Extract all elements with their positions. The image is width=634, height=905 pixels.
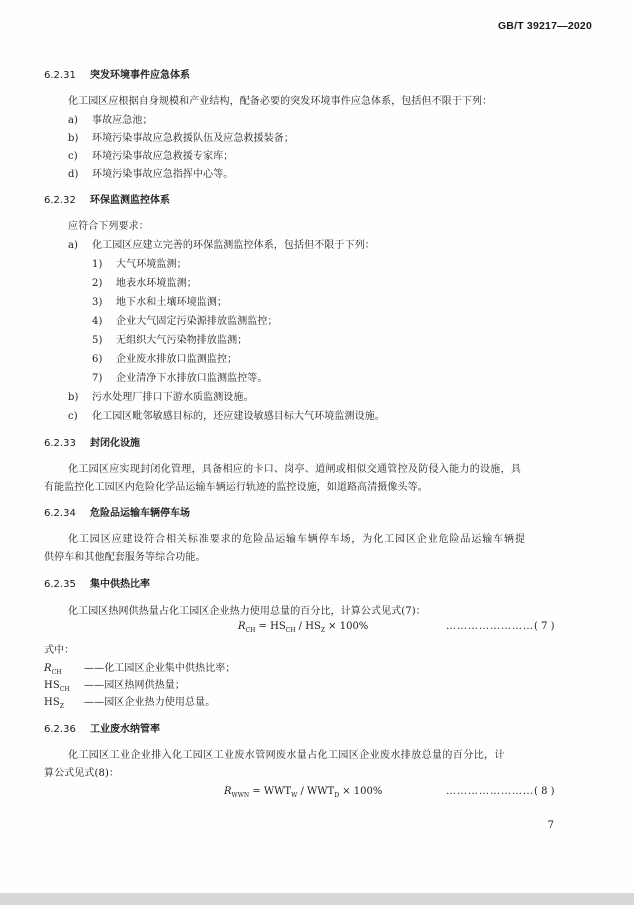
paragraph: 化工园区热网供热量占化工园区企业热力使用总量的百分比，计算公式见式(7)： bbox=[68, 606, 426, 617]
where-label: 式中： bbox=[44, 645, 75, 656]
sub-list-item: 7) 企业清净下水排放口监测监控等。 bbox=[92, 373, 268, 384]
section-title: 突发环境事件应急体系 bbox=[90, 70, 190, 81]
section-title: 集中供热比率 bbox=[90, 579, 150, 590]
formula-8-number: ……………………( 8 ) bbox=[446, 786, 555, 797]
section-heading-6-2-32 bbox=[44, 191, 170, 206]
section-title: 环保监测监控体系 bbox=[90, 195, 170, 206]
list-item: b) 环境污染事故应急救援队伍及应急救援装备； bbox=[68, 133, 294, 144]
formula-7-number: ……………………( 7 ) bbox=[446, 621, 555, 632]
section-heading-6-2-33 bbox=[44, 434, 140, 449]
list-item: b) 污水处理厂排口下游水质监测设施。 bbox=[68, 392, 254, 403]
list-item: a) 化工园区应建立完善的环保监测监控体系，包括但不限于下列： bbox=[68, 240, 375, 251]
list-item: c) 化工园区毗邻敏感目标的，还应建设敏感目标大气环境监测设施。 bbox=[68, 411, 385, 422]
sub-list-item: 6) 企业废水排放口监测监控； bbox=[92, 354, 238, 365]
section-number: 6.2.34 bbox=[44, 508, 76, 519]
page-number: 7 bbox=[547, 820, 554, 831]
list-item: a) 事故应急池； bbox=[68, 115, 153, 126]
section-heading-6-2-36 bbox=[44, 720, 160, 735]
definition: $HS_{CH}$ ——园区热网供热量； bbox=[44, 680, 185, 693]
paragraph-line: 化工园区应实现封闭化管理，具备相应的卡口、岗亭、道闸或相似交通管控及防侵入能力的设施，具 bbox=[68, 464, 522, 475]
sub-list-item: 3) 地下水和土壤环境监测； bbox=[92, 297, 228, 308]
formula-7: $R_{CH} = HS_{CH} / HS_Z \times 100\%$ bbox=[238, 621, 369, 634]
standard-code: GB/T 39217—2020 bbox=[497, 20, 592, 32]
section-title: 工业废水纳管率 bbox=[90, 724, 160, 735]
paragraph-line: 化工园区应建设符合相关标准要求的危险品运输车辆停车场，为化工园区企业危险品运输车辆提 bbox=[68, 534, 526, 545]
list-item: d) 环境污染事故应急指挥中心等。 bbox=[68, 169, 234, 180]
formula-8: $R_{WWN} = WWT_W / WWT_D \times 100\%$ bbox=[224, 786, 383, 799]
paragraph-line: 有能监控化工园区内危险化学品运输车辆运行轨迹的监控设施，如道路高清摄像头等。 bbox=[44, 482, 428, 493]
sub-list-item: 4) 企业大气固定污染源排放监测监控； bbox=[92, 316, 278, 327]
sub-list-item: 2) 地表水环境监测； bbox=[92, 278, 197, 289]
sub-list-item: 1) 大气环境监测； bbox=[92, 259, 187, 270]
list-item: c) 环境污染事故应急救援专家库； bbox=[68, 151, 234, 162]
definition: $R_{CH}$ ——化工园区企业集中供热比率； bbox=[44, 663, 236, 676]
section-number: 6.2.31 bbox=[44, 70, 76, 81]
section-title: 危险品运输车辆停车场 bbox=[90, 508, 190, 519]
paragraph: 化工园区应根据自身规模和产业结构，配备必要的突发环境事件应急体系，包括但不限于下列： bbox=[68, 96, 493, 107]
paragraph-line: 供停车和其他配套服务等综合功能。 bbox=[44, 552, 206, 563]
paragraph-line: 算公式见式(8)： bbox=[44, 768, 120, 779]
section-title: 封闭化设施 bbox=[90, 438, 140, 449]
viewer-bottom-band bbox=[0, 893, 634, 905]
section-number: 6.2.32 bbox=[44, 195, 76, 206]
paragraph-line: 化工园区工业企业排入化工园区工业废水管网废水量占化工园区企业废水排放总量的百分比，计 bbox=[68, 750, 505, 761]
section-number: 6.2.33 bbox=[44, 438, 76, 449]
section-heading-6-2-35 bbox=[44, 575, 150, 590]
paragraph: 应符合下列要求： bbox=[68, 221, 149, 232]
section-number: 6.2.36 bbox=[44, 724, 76, 735]
sub-list-item: 5) 无组织大气污染物排放监测； bbox=[92, 335, 248, 346]
section-heading-6-2-31 bbox=[44, 66, 190, 81]
section-number: 6.2.35 bbox=[44, 579, 76, 590]
section-heading-6-2-34 bbox=[44, 504, 190, 519]
definition: $HS_Z$ ——园区企业热力使用总量。 bbox=[44, 697, 216, 710]
